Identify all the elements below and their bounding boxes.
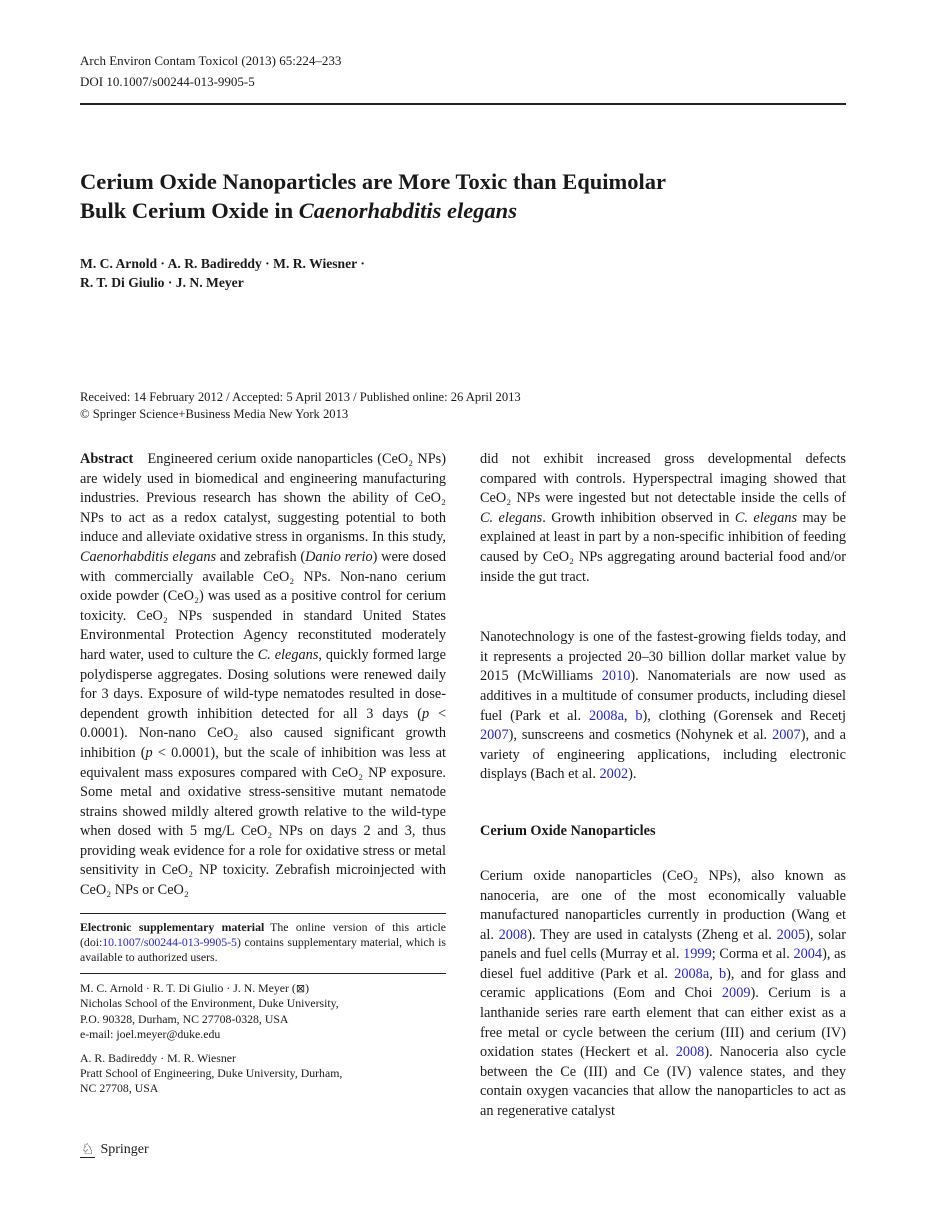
affiliation2-institution: Pratt School of Engineering, Duke University, Durham, <box>80 1065 343 1080</box>
citation-link[interactable]: 2008a <box>674 965 710 982</box>
citation-link[interactable]: 2005 <box>776 926 806 943</box>
authors-line-2: R. T. Di Giulio · J. N. Meyer <box>80 274 244 290</box>
title-species-italic: Caenorhabditis elegans <box>298 197 517 223</box>
citation-link[interactable]: 2007 <box>480 727 509 744</box>
footnote-rule-top <box>80 913 446 914</box>
citation-link[interactable]: 2004 <box>793 946 823 963</box>
received-line: Received: 14 February 2012 / Accepted: 5 April 2013 / Published online: 26 April 2013 <box>80 390 521 404</box>
copyright-line: © Springer Science+Business Media New York 2013 <box>80 406 349 421</box>
introduction-paragraph: Nanotechnology is one of the fastest-growing fields today, and it represents a projected 20–30 billion dollar market value by 2015 (McWilliams 2010). Nanomaterials are now used as additives in a multitude of consumer products, including diesel fuel (Park et al. 2008a, b), clothing (Gorensek and Recetj 2007), sunscreens and cosmetics (Nohynek et al. 2007), and a variety of engineering applications, including electronic displays (Bach et al. 2002). <box>480 629 847 783</box>
right-column <box>480 450 846 1122</box>
citation-link[interactable]: 2010 <box>601 668 631 685</box>
affiliation1-address: P.O. 90328, Durham, NC 27708-0328, USA <box>80 1011 289 1026</box>
journal-citation: Arch Environ Contam Toxicol (2013) 65:224–233 <box>80 53 342 68</box>
citation-link[interactable]: 2002 <box>599 766 629 783</box>
citation-link[interactable]: 2008 <box>675 1044 705 1061</box>
citation-link[interactable]: 2009 <box>721 985 751 1002</box>
envelope-icon: ⊠ <box>295 981 306 995</box>
footnote-rule-mid <box>80 973 446 974</box>
citation-link[interactable]: 2007 <box>772 727 801 744</box>
springer-knight-icon: ♘ <box>81 1140 95 1158</box>
doi-line: DOI 10.1007/s00244-013-9905-5 <box>80 74 255 89</box>
title-line-2: Bulk Cerium Oxide in <box>80 197 299 223</box>
correspondence-affiliation <box>80 981 446 1043</box>
citation-link[interactable]: b <box>719 965 727 982</box>
authors-line-1: M. C. Arnold · A. R. Badireddy · M. R. Wiesner · <box>80 256 365 271</box>
citation-link[interactable]: b <box>635 707 643 724</box>
citation-link[interactable]: 1999 <box>683 946 712 963</box>
author-list <box>80 255 846 292</box>
publication-dates <box>80 389 846 422</box>
section-paragraph: Cerium oxide nanoparticles (CeO₂ NPs), also known as nanoceria, are one of the most economically valuable manufactured nanoparticles currently in production (Wang et al. 2008). They are used in catalysts (Zheng et al. 2005), solar panels and fuel cells (Murray et al. 1999; Corma et al. 2004), as diesel fuel additive (Park et al. 2008a, b), and for glass and ceramic applications (Eom and Choi 2009). Cerium is a lanthanide series rare earth element that can either exist as a free metal or cycle between the cerium (III) and cerium (IV) oxidation states (Heckert et al. 2008). Nanoceria also cycle between the Ce (III) and Ce (IV) valence states, and they contain oxygen vacancies that allow the nanoparticles to act as an regenerative catalyst <box>480 867 847 1120</box>
title-line-1: Cerium Oxide Nanoparticles are More Toxic than Equimolar <box>80 169 667 194</box>
journal-header <box>80 50 846 92</box>
affiliation2-authors: A. R. Badireddy · M. R. Wiesner <box>80 1050 236 1065</box>
two-column-body <box>80 450 846 1122</box>
header-rule <box>80 103 846 105</box>
affiliation2-address: NC 27708, USA <box>80 1081 159 1096</box>
supplementary-note: Electronic supplementary material The online version of this article (doi:10.1007/s00244-013-9905-5) contains supplementary material, which is available to authorized users. <box>80 919 446 965</box>
correspondence-authors: M. C. Arnold · R. T. Di Giulio · J. N. Meyer (⊠) <box>80 980 309 995</box>
doi-link[interactable]: 10.1007/s00244-013-9905-5 <box>102 935 237 950</box>
article-title <box>80 168 846 225</box>
left-column <box>80 450 446 1122</box>
springer-label: Springer <box>100 1142 149 1157</box>
abstract-continuation-paragraph: did not exhibit increased gross developmental defects compared with controls. Hyperspectral imaging showed that CeO₂ NPs were ingested but not detectable inside the cells of C. elegans. Growth inhibition observed in C. elegans may be explained at least in part by a non-specific inhibition of feeding caused by CeO₂ NPs aggregating around bacterial food and/or inside the gut tract. <box>480 451 846 585</box>
citation-link[interactable]: 2008 <box>498 926 528 943</box>
second-affiliation <box>80 1051 446 1097</box>
springer-logo <box>80 1142 149 1158</box>
abstract-paragraph: Abstract Engineered cerium oxide nanoparticles (CeO₂ NPs) are widely used in biomedical and engineering manufacturing industries. Previous research has shown the ability of CeO₂ NPs to act as a redox catalyst, suggesting potential to both induce and alleviate oxidative stress in organisms. In this study, Caenorhabditis elegans and zebrafish (Danio rerio) were dosed with commercially available CeO₂ NPs. Non-nano cerium oxide powder (CeO₂) was used as a positive control for cerium toxicity. CeO₂ NPs suspended in standard United States Environmental Protection Agency reconstituted moderately hard water, used to culture the C. elegans, quickly formed large polydisperse aggregates. Dosing solutions were renewed daily for 3 days. Exposure of wild-type nematodes resulted in dose-dependent growth inhibition detected for all 3 days (p < 0.0001). Non-nano CeO₂ also caused significant growth inhibition (p < 0.0001), but the scale of inhibition was less at equivalent mass exposures compared with CeO₂ NP exposure. Some metal and oxidative stress-sensitive mutant nematode strains showed mildly altered growth relative to the wild-type when dosed with 5 mg/L CeO₂ NPs on days 2 and 3, thus providing weak evidence for a role for oxidative stress or metal sensitivity in CeO₂ NP toxicity. Zebrafish microinjected with CeO₂ NPs or CeO₂ <box>80 451 447 899</box>
citation-link[interactable]: 2008a <box>588 707 624 724</box>
section-heading: Cerium Oxide Nanoparticles <box>480 822 656 839</box>
affiliation1-institution: Nicholas School of the Environment, Duke University, <box>80 996 339 1011</box>
footnotes <box>80 913 446 1097</box>
correspondence-email: e-mail: joel.meyer@duke.edu <box>80 1027 221 1042</box>
